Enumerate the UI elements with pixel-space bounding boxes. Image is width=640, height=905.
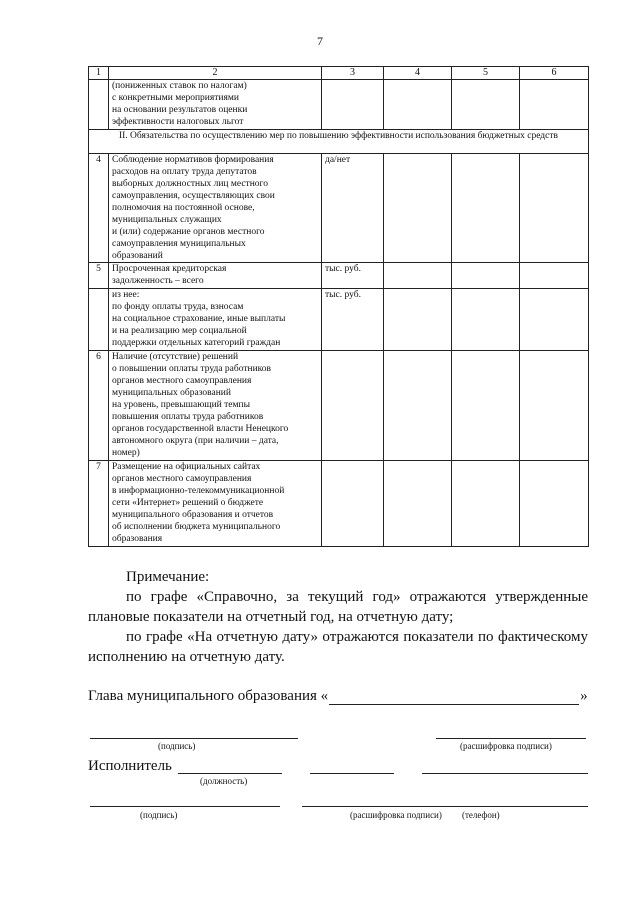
column-header: 1 xyxy=(89,67,109,80)
note-title: Примечание: xyxy=(126,569,210,585)
municipality-blank xyxy=(329,689,579,705)
row-number xyxy=(89,289,109,351)
table-row xyxy=(89,154,589,263)
table-header-row xyxy=(89,67,589,80)
note-paragraph: по графе «На отчетную дату» отражаются показатели по фактическому исполнению на отчетную дату. xyxy=(88,629,588,665)
indicator-text: Соблюдение нормативов формирования расходов на оплату труда депутатов выборных должностных лиц местного самоуправления, осуществляющих свои полномочия на постоянной основе, муниципальных служащих и (или) содержание органов местного самоуправления муниципальных образований xyxy=(109,154,322,263)
position-caption: (должность) xyxy=(200,776,248,786)
executor-label: Исполнитель xyxy=(88,758,172,774)
row-number: 7 xyxy=(89,461,109,547)
head-label: Глава муниципального образования « xyxy=(88,688,329,704)
note-paragraph: по графе «Справочно, за текущий год» отражаются утвержденные плановые показатели на отчетный год, на отчетную дату; xyxy=(88,589,588,625)
table-row xyxy=(89,263,589,289)
row-number: 5 xyxy=(89,263,109,289)
table-row xyxy=(89,461,589,547)
table-row xyxy=(89,80,589,130)
section-row xyxy=(89,130,589,154)
decode-caption: (расшифровка подписи) xyxy=(460,741,552,751)
unit-cell: тыс. руб. xyxy=(322,263,384,289)
note-block xyxy=(88,567,588,667)
page-number: 7 xyxy=(317,34,323,48)
head-signature-line xyxy=(88,688,593,705)
column-header: 2 xyxy=(109,67,322,80)
column-header: 6 xyxy=(520,67,589,80)
section-title: II. Обязательства по осуществлению мер по повышению эффективности использования бюджетных средств xyxy=(89,130,589,154)
head-close-quote: » xyxy=(580,688,588,704)
signature-caption-2: (подпись) xyxy=(140,810,178,820)
executor-signature-line xyxy=(310,773,394,774)
column-header: 5 xyxy=(452,67,520,80)
column-header: 4 xyxy=(384,67,452,80)
decode-caption-2: (расшифровка подписи) xyxy=(350,810,442,820)
signature-caption: (подпись) xyxy=(158,741,196,751)
signature-line-2 xyxy=(90,806,280,807)
unit-cell xyxy=(322,351,384,461)
indicator-text: Размещение на официальных сайтах органов местного самоуправления в информационно-телекоммуникационной сети «Интернет» решений о бюджете муниципального образования и отчетов об исполнении бюджета муниципального образования xyxy=(109,461,322,547)
table-row xyxy=(89,289,589,351)
unit-cell: тыс. руб. xyxy=(322,289,384,351)
phone-caption: (телефон) xyxy=(462,810,500,820)
indicator-text: из нее: по фонду оплаты труда, взносам на социальное страхование, иные выплаты и на реализацию мер социальной поддержки отдельных категорий граждан xyxy=(109,289,322,351)
indicator-text: Просроченная кредиторская задолженность – всего xyxy=(109,263,322,289)
row-number: 6 xyxy=(89,351,109,461)
indicators-table xyxy=(88,66,589,547)
decode-phone-line xyxy=(302,806,588,807)
indicator-text: Наличие (отсутствие) решений о повышении оплаты труда работников органов местного самоуправления муниципальных образований на уровень, превышающий темпы повышения оплаты труда работников органов государственной власти Ненецкого автономного округа (при наличии – дата, номер) xyxy=(109,351,322,461)
signature-line xyxy=(90,738,298,739)
decode-line xyxy=(436,738,586,739)
indicator-text: (пониженных ставок по налогам) с конкретными мероприятиями на основании результатов оценки эффективности налоговых льгот xyxy=(109,80,322,130)
row-number: 4 xyxy=(89,154,109,263)
unit-cell xyxy=(322,461,384,547)
column-header: 3 xyxy=(322,67,384,80)
unit-cell: да/нет xyxy=(322,154,384,263)
position-line xyxy=(178,773,282,774)
executor-decode-line xyxy=(422,773,588,774)
table-row xyxy=(89,351,589,461)
